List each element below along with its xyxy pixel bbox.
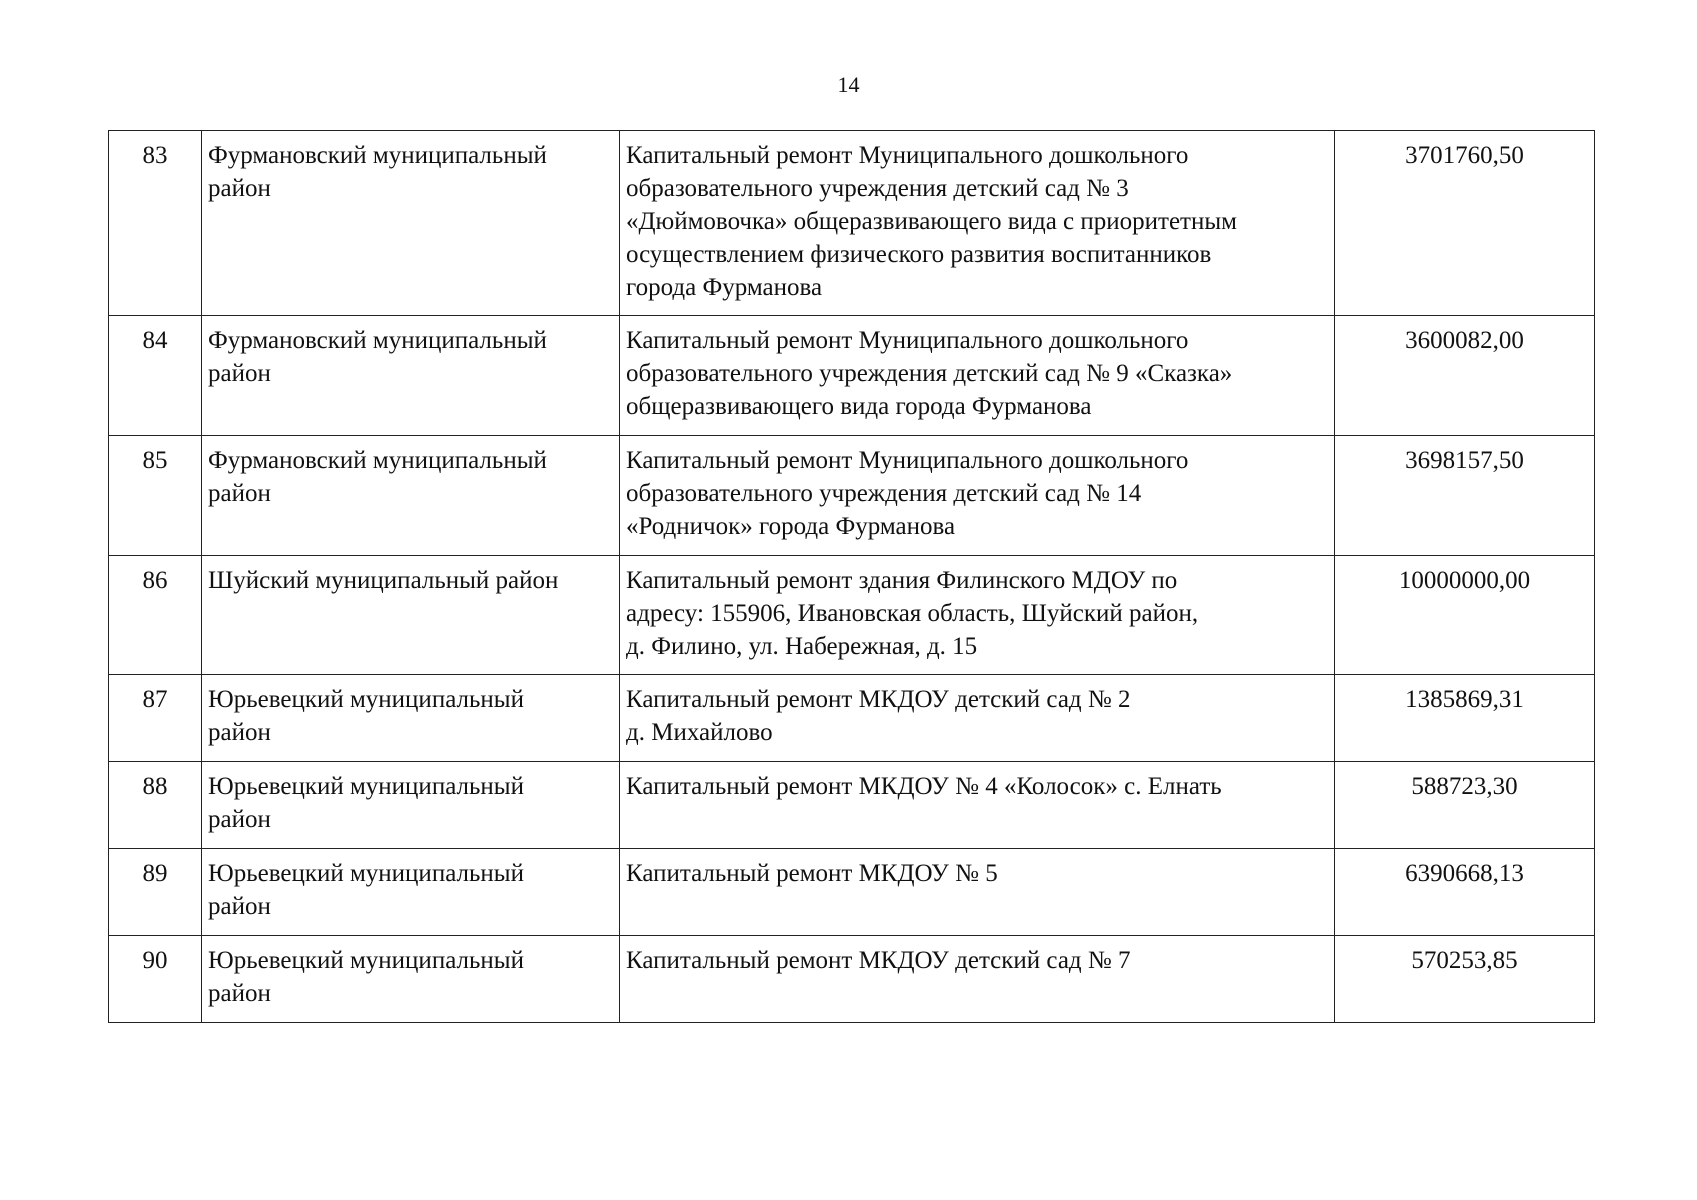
row-number: 83 — [109, 131, 202, 316]
allocation-table — [108, 130, 1595, 1023]
description-cell — [620, 675, 1335, 762]
description-cell — [620, 556, 1335, 675]
description-line: д. Филино, ул. Набережная, д. 15 — [626, 633, 978, 660]
district-line: Фурмановский муниципальный — [208, 327, 547, 354]
row-number: 85 — [109, 436, 202, 556]
amount-cell: 1385869,31 — [1335, 675, 1595, 762]
district-line: Юрьевецкий муниципальный — [208, 773, 524, 800]
description-line: образовательного учреждения детский сад № 14 — [626, 480, 1142, 507]
table-row — [109, 849, 1595, 936]
description-line: образовательного учреждения детский сад № 9 «Сказка» — [626, 360, 1233, 387]
amount-cell: 588723,30 — [1335, 762, 1595, 849]
description-cell — [620, 849, 1335, 936]
district-cell — [202, 131, 620, 316]
description-line: д. Михайлово — [626, 719, 773, 746]
district-line: район — [208, 175, 271, 202]
district-line: район — [208, 893, 271, 920]
row-number: 90 — [109, 936, 202, 1023]
description-line: Капитальный ремонт МКДОУ № 4 «Колосок» с. Елнать — [626, 773, 1222, 800]
district-cell — [202, 436, 620, 556]
description-cell — [620, 762, 1335, 849]
district-line: район — [208, 806, 271, 833]
table-row — [109, 762, 1595, 849]
district-line: район — [208, 980, 271, 1007]
description-cell — [620, 316, 1335, 436]
district-cell — [202, 936, 620, 1023]
district-line: Юрьевецкий муниципальный — [208, 686, 524, 713]
description-line: Капитальный ремонт здания Филинского МДОУ по — [626, 567, 1178, 594]
amount-cell: 570253,85 — [1335, 936, 1595, 1023]
amount-cell: 10000000,00 — [1335, 556, 1595, 675]
table-row — [109, 675, 1595, 762]
district-line: район — [208, 480, 271, 507]
amount-cell: 6390668,13 — [1335, 849, 1595, 936]
description-line: «Дюймовочка» общеразвивающего вида с приоритетным — [626, 208, 1237, 235]
description-line: города Фурманова — [626, 274, 823, 301]
table-row — [109, 436, 1595, 556]
description-line: адресу: 155906, Ивановская область, Шуйский район, — [626, 600, 1199, 627]
amount-cell: 3600082,00 — [1335, 316, 1595, 436]
description-line: общеразвивающего вида города Фурманова — [626, 393, 1092, 420]
district-cell — [202, 762, 620, 849]
district-cell — [202, 675, 620, 762]
district-line: Фурмановский муниципальный — [208, 447, 547, 474]
district-cell — [202, 849, 620, 936]
description-line: Капитальный ремонт Муниципального дошкольного — [626, 447, 1189, 474]
district-line: Шуйский муниципальный район — [208, 567, 559, 594]
table-row — [109, 131, 1595, 316]
district-line: Фурмановский муниципальный — [208, 142, 547, 169]
table-row — [109, 316, 1595, 436]
district-line: район — [208, 360, 271, 387]
description-cell — [620, 936, 1335, 1023]
row-number: 88 — [109, 762, 202, 849]
description-line: Капитальный ремонт МКДОУ детский сад № 2 — [626, 686, 1131, 713]
description-line: Капитальный ремонт Муниципального дошкольного — [626, 142, 1189, 169]
row-number: 87 — [109, 675, 202, 762]
district-line: Юрьевецкий муниципальный — [208, 860, 524, 887]
table-row — [109, 936, 1595, 1023]
description-line: образовательного учреждения детский сад № 3 — [626, 175, 1129, 202]
description-line: Капитальный ремонт Муниципального дошкольного — [626, 327, 1189, 354]
description-cell — [620, 131, 1335, 316]
district-cell — [202, 316, 620, 436]
row-number: 84 — [109, 316, 202, 436]
description-line: «Родничок» города Фурманова — [626, 513, 956, 540]
amount-cell: 3701760,50 — [1335, 131, 1595, 316]
description-line: Капитальный ремонт МКДОУ детский сад № 7 — [626, 947, 1131, 974]
row-number: 86 — [109, 556, 202, 675]
table-row — [109, 556, 1595, 675]
row-number: 89 — [109, 849, 202, 936]
amount-cell: 3698157,50 — [1335, 436, 1595, 556]
description-line: осуществлением физического развития воспитанников — [626, 241, 1212, 268]
description-cell — [620, 436, 1335, 556]
district-line: район — [208, 719, 271, 746]
district-cell — [202, 556, 620, 675]
district-line: Юрьевецкий муниципальный — [208, 947, 524, 974]
description-line: Капитальный ремонт МКДОУ № 5 — [626, 860, 998, 887]
page-number: 14 — [837, 72, 860, 97]
